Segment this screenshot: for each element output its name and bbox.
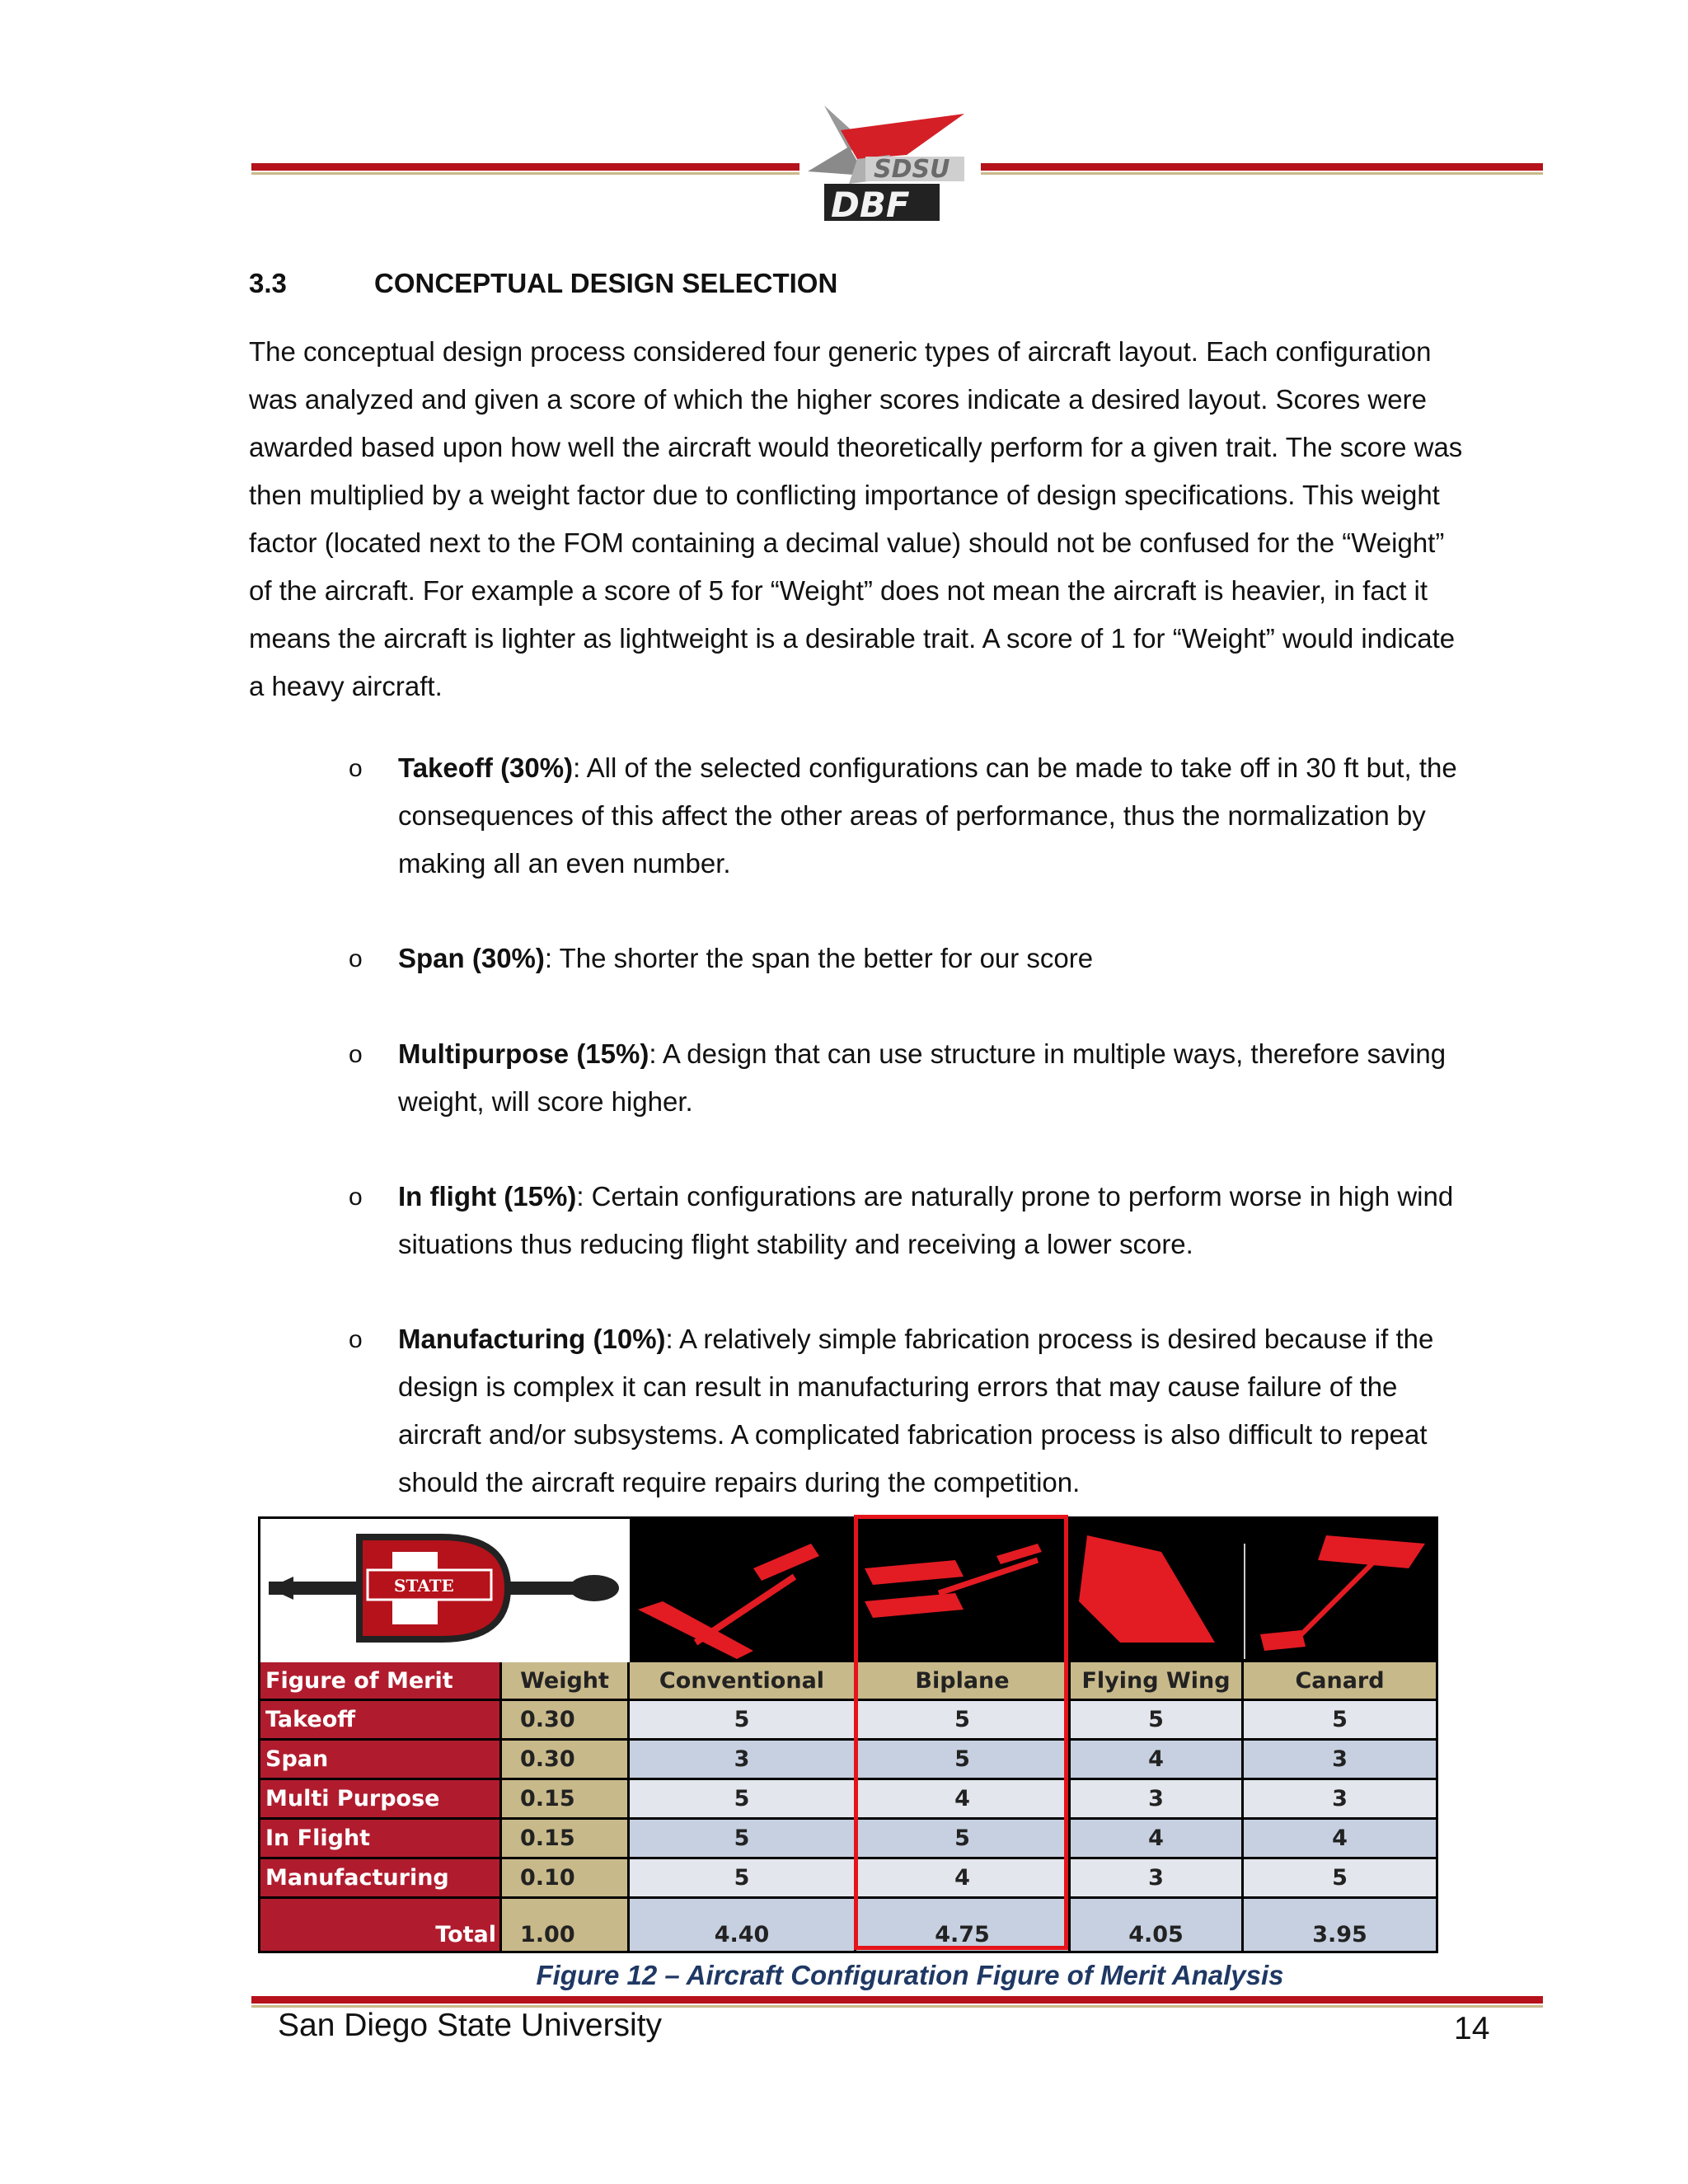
state-label: STATE (394, 1576, 454, 1596)
score-cell: 5 (856, 1820, 1068, 1857)
score-cell: 3 (1071, 1859, 1241, 1896)
bullet-marker: o (349, 1326, 363, 1353)
biplane-selection-highlight (854, 1515, 1068, 1950)
bullet-text: : A relatively simple fabrication process is desired because if the (665, 1324, 1434, 1354)
score-cell: 3 (1244, 1780, 1436, 1817)
total-score: 3.95 (1244, 1899, 1436, 1951)
paragraph-line: means the aircraft is lighter as lightweight is a desirable trait. A score of 1 for “Weight” would indicate (249, 623, 1456, 654)
score-cell: 4 (856, 1780, 1068, 1817)
bullet-marker: o (349, 945, 363, 972)
bullet-term: In flight (15%) (398, 1181, 577, 1212)
bullet-text: aircraft and/or subsystems. A complicated fabrication process is also difficult to repeat (398, 1419, 1428, 1450)
bullet-term: Multipurpose (15%) (398, 1038, 649, 1069)
score-cell: 4 (856, 1859, 1068, 1896)
score-cell: 4 (1244, 1820, 1436, 1857)
bullet-text: : The shorter the span the better for our score (544, 943, 1094, 973)
svg-text:SDSU: SDSU (874, 155, 950, 184)
header-cell: Conventional (630, 1662, 854, 1699)
score-cell: 3 (1071, 1780, 1241, 1817)
paragraph-line: then multiplied by a weight factor due to conflicting importance of design specifications. This weight (249, 480, 1440, 510)
bullet-text: making all an even number. (398, 848, 731, 879)
fom-label: Span (260, 1741, 499, 1778)
bullet-term: Manufacturing (10%) (398, 1324, 666, 1354)
sdsu-dbf-logo (791, 97, 981, 229)
total-weight: 1.00 (502, 1899, 627, 1951)
paragraph-line: awarded based upon how well the aircraft would theoretically perform for a given trait. The score was (249, 432, 1463, 462)
weight-value: 0.30 (502, 1701, 627, 1738)
bullet-term: Span (30%) (398, 943, 545, 973)
bullet-text: should the aircraft require repairs during the competition. (398, 1467, 1081, 1497)
score-cell: 5 (1071, 1701, 1241, 1738)
paragraph-line: factor (located next to the FOM containing a decimal value) should not be confused for the “Weight” (249, 527, 1445, 558)
figure-caption (0, 1960, 1688, 1991)
score-cell: 5 (856, 1701, 1068, 1738)
paragraph-line: a heavy aircraft. (249, 671, 443, 701)
bullet-marker: o (349, 1183, 363, 1211)
bullet-in-flight (398, 1173, 1527, 1268)
total-score: 4.40 (630, 1899, 854, 1951)
header-cell: Figure of Merit (260, 1662, 499, 1699)
paragraph-line: The conceptual design process considered four generic types of aircraft layout. Each configuration (249, 336, 1432, 367)
weight-value: 0.15 (502, 1820, 627, 1857)
footer-rule (251, 1996, 1543, 2004)
paragraph-line: was analyzed and given a score of which the higher scores indicate a desired layout. Scores were (249, 384, 1427, 415)
section-number: 3.3 (249, 268, 287, 298)
intro-paragraph (249, 328, 1518, 710)
header-rule-left (251, 163, 799, 171)
total-score: 4.05 (1071, 1899, 1241, 1951)
canard-icon (1244, 1519, 1436, 1662)
header-rule-right (981, 163, 1543, 171)
bullet-term: Takeoff (30%) (398, 752, 574, 783)
bullet-text: design is complex it can result in manufacturing errors that may cause failure of the (398, 1371, 1398, 1402)
bullet-span (398, 935, 1527, 982)
total-label: Total (260, 1899, 499, 1951)
header-cell: Weight (502, 1662, 627, 1699)
score-cell: 5 (630, 1701, 854, 1738)
svg-text:DBF: DBF (831, 185, 910, 225)
total-score: 4.75 (856, 1899, 1068, 1951)
score-cell: 4 (1071, 1741, 1241, 1778)
bullet-multipurpose (398, 1030, 1527, 1126)
score-cell: 5 (1244, 1859, 1436, 1896)
score-cell: 5 (630, 1859, 854, 1896)
bullet-text: weight, will score higher. (398, 1086, 693, 1117)
conventional-icon (630, 1519, 856, 1662)
paragraph-line: of the aircraft. For example a score of 5 for “Weight” does not mean the aircraft is heavier, in fact it (249, 575, 1428, 606)
weight-value: 0.10 (502, 1859, 627, 1896)
section-title: CONCEPTUAL DESIGN SELECTION (374, 268, 838, 298)
score-cell: 5 (630, 1820, 854, 1857)
footer-university: San Diego State University (278, 2008, 663, 2043)
header-cell: Canard (1244, 1662, 1436, 1699)
bullet-manufacturing (398, 1315, 1527, 1507)
score-cell: 5 (856, 1741, 1068, 1778)
header-cell: Biplane (856, 1662, 1068, 1699)
bullet-marker: o (349, 1041, 363, 1068)
sdsu-state-logo (260, 1519, 630, 1662)
flying-wing-icon (1071, 1519, 1244, 1662)
fom-label: In Flight (260, 1820, 499, 1857)
fom-label: Manufacturing (260, 1859, 499, 1896)
score-cell: 3 (1244, 1741, 1436, 1778)
fom-label: Multi Purpose (260, 1780, 499, 1817)
bullet-text: situations thus reducing flight stability and receiving a lower score. (398, 1229, 1193, 1259)
bullet-text: : A design that can use structure in multiple ways, therefore saving (649, 1038, 1447, 1069)
score-cell: 4 (1071, 1820, 1241, 1857)
bullet-text: consequences of this affect the other areas of performance, thus the normalization by (398, 800, 1426, 831)
bullet-text: : All of the selected configurations can be made to take off in 30 ft but, the (573, 752, 1457, 783)
figure-of-merit-table (258, 1516, 1438, 1953)
caption-text: Figure 12 – Aircraft Configuration Figure of Merit Analysis (536, 1960, 1284, 1990)
weight-value: 0.15 (502, 1780, 627, 1817)
score-cell: 3 (630, 1741, 854, 1778)
score-cell: 5 (630, 1780, 854, 1817)
bullet-marker: o (349, 755, 363, 782)
score-cell: 5 (1244, 1701, 1436, 1738)
header-cell: Flying Wing (1071, 1662, 1241, 1699)
page-number: 14 (1454, 2011, 1490, 2046)
bullet-takeoff (398, 744, 1527, 888)
bullet-text: : Certain configurations are naturally prone to perform worse in high wind (576, 1181, 1454, 1212)
weight-value: 0.30 (502, 1741, 627, 1778)
fom-label: Takeoff (260, 1701, 499, 1738)
